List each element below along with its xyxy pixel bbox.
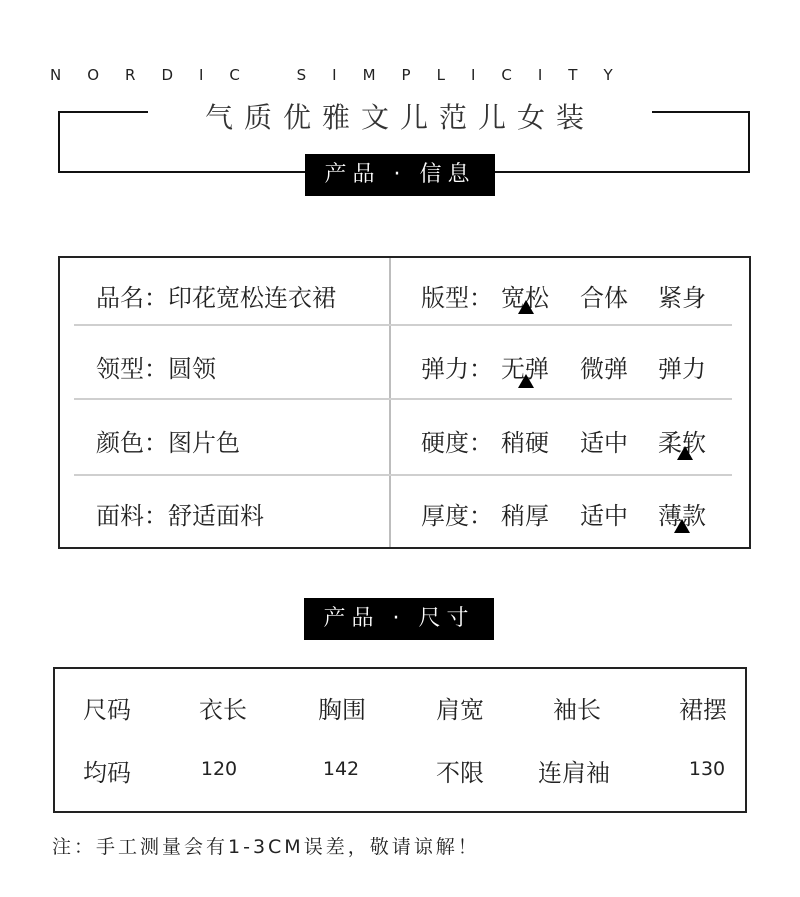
- hardness-label: 硬度：: [421, 429, 493, 457]
- info-row-divider: [74, 398, 732, 400]
- info-color-label: 颜色：: [96, 429, 168, 457]
- size-value: 连肩袖: [538, 759, 610, 787]
- fit-label: 版型：: [421, 284, 493, 312]
- thickness-label: 厚度：: [421, 502, 493, 530]
- info-row-divider: [74, 324, 732, 326]
- size-value: 142: [322, 758, 360, 780]
- fit-option: 紧身: [658, 284, 706, 312]
- elasticity-label: 弹力：: [421, 355, 493, 383]
- size-header: 肩宽: [436, 696, 484, 724]
- elasticity-option: 弹力: [658, 355, 706, 383]
- hardness-selected-marker: [677, 446, 693, 460]
- size-value: 120: [200, 758, 238, 780]
- info-collar-label: 领型：: [96, 355, 168, 383]
- size-header: 裙摆: [679, 696, 727, 724]
- size-value: 130: [688, 758, 726, 780]
- thickness-selected-marker: [674, 519, 690, 533]
- header-rule-right: [652, 111, 750, 113]
- size-header: 尺码: [83, 696, 131, 724]
- fit-selected-marker: [518, 300, 534, 314]
- header-rule-left: [58, 111, 148, 113]
- info-color: [96, 423, 240, 458]
- fit-option: 宽松: [501, 284, 549, 312]
- info-name-label: 品名：: [96, 284, 168, 312]
- section-title-info: 产品 · 信息: [305, 154, 495, 196]
- info-column-divider: [389, 258, 391, 547]
- size-header: 衣长: [199, 696, 247, 724]
- info-fabric-label: 面料：: [96, 502, 168, 530]
- hardness-option: 稍硬: [501, 429, 549, 457]
- elasticity-option: 微弹: [580, 355, 628, 383]
- info-fabric-value: 舒适面料: [168, 502, 264, 530]
- size-table: [53, 667, 747, 813]
- measurement-note: 注：手工测量会有1-3CM误差，敬请谅解！: [52, 836, 480, 858]
- info-name: [96, 278, 336, 313]
- info-collar: [96, 349, 216, 384]
- fit-option: 合体: [580, 284, 628, 312]
- thickness-option: 薄款: [658, 502, 706, 530]
- elasticity-selected-marker: [518, 374, 534, 388]
- size-value: 不限: [436, 759, 484, 787]
- section-title-size: 产品 · 尺寸: [304, 598, 494, 640]
- size-header: 胸围: [318, 696, 366, 724]
- size-header: 袖长: [553, 696, 601, 724]
- info-collar-value: 圆领: [168, 355, 216, 383]
- info-fabric: [96, 496, 264, 531]
- brand-tagline: NORDIC SIMPLICITY: [50, 66, 639, 84]
- size-value: 均码: [83, 759, 131, 787]
- thickness-option: 适中: [580, 502, 628, 530]
- info-name-value: 印花宽松连衣裙: [168, 284, 336, 312]
- thickness-option: 稍厚: [501, 502, 549, 530]
- info-color-value: 图片色: [168, 429, 240, 457]
- elasticity-option: 无弹: [501, 355, 549, 383]
- hardness-option: 柔软: [658, 429, 706, 457]
- info-row-divider: [74, 474, 732, 476]
- hardness-option: 适中: [580, 429, 628, 457]
- slogan: 气质优雅文儿范儿女装: [204, 101, 595, 134]
